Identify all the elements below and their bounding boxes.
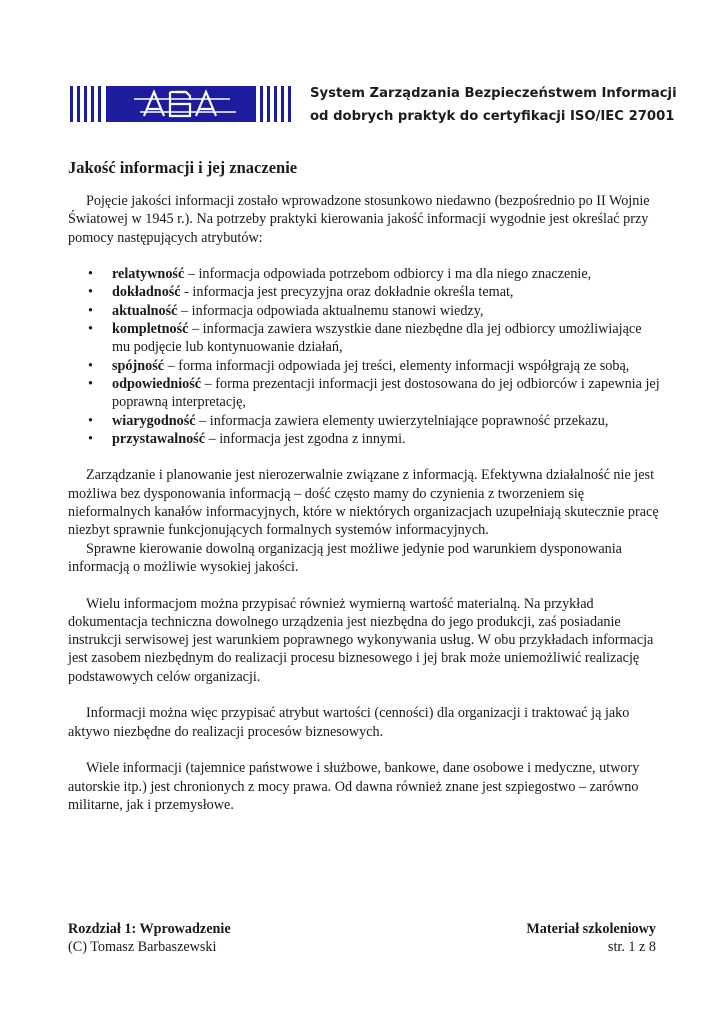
list-item (68, 283, 660, 301)
paragraph-value: Wielu informacjom można przypisać również wymierną wartość materialną. Na przykład dokumentacja techniczna dowolnego urządzenia jest niezbędna do jego produkcji, zaś posiadanie instrukcji serwisowej jest warunkiem poprawnego wykonywania usług. W obu przykładach informacja jest zasobem niezbędnym do realizacji procesu biznesowego i jej brak może uniemożliwić realizację podstawowych celów organizacji. (68, 595, 654, 685)
list-item (68, 302, 660, 320)
attribute-description: – informacja odpowiada aktualnemu stanowi wiedzy, (177, 302, 484, 319)
list-item (68, 265, 660, 283)
attribute-term: odpowiedniość (112, 375, 202, 392)
paragraph-asset: Informacji można więc przypisać atrybut wartości (cenności) dla organizacji i traktować ją jako aktywo niezbędne do realizacji procesów biznesowych. (68, 705, 630, 740)
aba-logo (70, 86, 292, 122)
attribute-description: – forma informacji odpowiada jej treści, elementy informacji współgrają ze sobą, (164, 357, 630, 374)
bullet-icon: • (88, 412, 93, 429)
attribute-term: relatywność (112, 266, 185, 283)
attribute-term: wiarygodność (112, 412, 196, 429)
list-item (68, 412, 660, 430)
attribute-term: kompletność (112, 321, 189, 338)
footer-chapter: Rozdział 1: Wprowadzenie (68, 921, 231, 937)
footer-copyright: (C) Tomasz Barbaszewski (68, 939, 217, 955)
bullet-icon: • (88, 357, 93, 374)
list-item (68, 357, 660, 375)
list-item (68, 430, 660, 448)
page-footer (68, 920, 656, 956)
attribute-description: – informacja zawiera elementy uwierzytelniające poprawność przekazu, (195, 412, 609, 429)
page-number: str. 1 z 8 (607, 939, 656, 955)
attribute-term: przystawalność (112, 430, 206, 447)
header-title (310, 82, 677, 128)
page-header (0, 0, 724, 140)
document-body (68, 192, 660, 814)
header-line-2: od dobrych praktyk do certyfikacji ISO/IEC 27001 (310, 109, 675, 124)
bullet-icon: • (88, 302, 93, 319)
attribute-list (68, 265, 660, 448)
paragraph-protection: Wiele informacji (tajemnice państwowe i służbowe, bankowe, dane osobowe i medyczne, utwory autorskie itp.) jest chronionych z mocy prawa. Od dawna również znane jest szpiegostwo – zarówno militarne, jak i przemysłowe. (68, 760, 640, 813)
bullet-icon: • (88, 284, 93, 301)
bullet-icon: • (88, 321, 93, 338)
attribute-term: dokładność (112, 284, 181, 301)
attribute-term: spójność (112, 357, 165, 374)
header-line-1: System Zarządzania Bezpieczeństwem Informacji (310, 86, 677, 101)
paragraph-quality: Sprawne kierowanie dowolną organizacją jest możliwe jedynie pod warunkiem dysponowania informacją o możliwie wysokiej jakości. (68, 540, 622, 575)
paragraph-management: Zarządzanie i planowanie jest nierozerwalnie związane z informacją. Efektywna działalność nie jest możliwa bez dysponowania informacją – dość często mamy do czynienia z tworzeniem się nieformalnych kanałów informacyjnych, które w niektórych organizacjach uzupełniają skutecznie pracę niezbyt sprawnie funkcjonujących formalnych systemów informacyjnych. (68, 467, 659, 539)
attribute-description: – informacja odpowiada potrzebom odbiorcy i ma dla niego znaczenie, (184, 266, 592, 283)
bullet-icon: • (88, 430, 93, 447)
footer-material: Materiał szkoleniowy (526, 921, 656, 937)
intro-paragraph: Pojęcie jakości informacji zostało wprowadzone stosunkowo niedawno (bezpośrednio po II Wojnie Światowej w 1945 r.). Na potrzeby praktyki kierowania jakość informacji wygodnie jest określać przy pomocy następujących atrybutów: (68, 193, 650, 246)
attribute-description: – informacja jest zgodna z innymi. (205, 430, 406, 447)
attribute-description: – forma prezentacji informacji jest dostosowana do jej odbiorców i zapewnia jej poprawną interpretację, (112, 375, 660, 411)
bullet-icon: • (88, 375, 93, 392)
attribute-description: – informacja zawiera wszystkie dane niezbędne dla jej odbiorcy umożliwiające mu podjęcie lub kontynuowanie działań, (112, 321, 642, 356)
list-item (68, 375, 660, 412)
attribute-description: - informacja jest precyzyjna oraz dokładnie określa temat, (180, 284, 514, 301)
bullet-icon: • (88, 266, 93, 283)
list-item (68, 320, 660, 357)
attribute-term: aktualność (112, 302, 178, 319)
section-title: Jakość informacji i jej znaczenie (68, 158, 298, 177)
